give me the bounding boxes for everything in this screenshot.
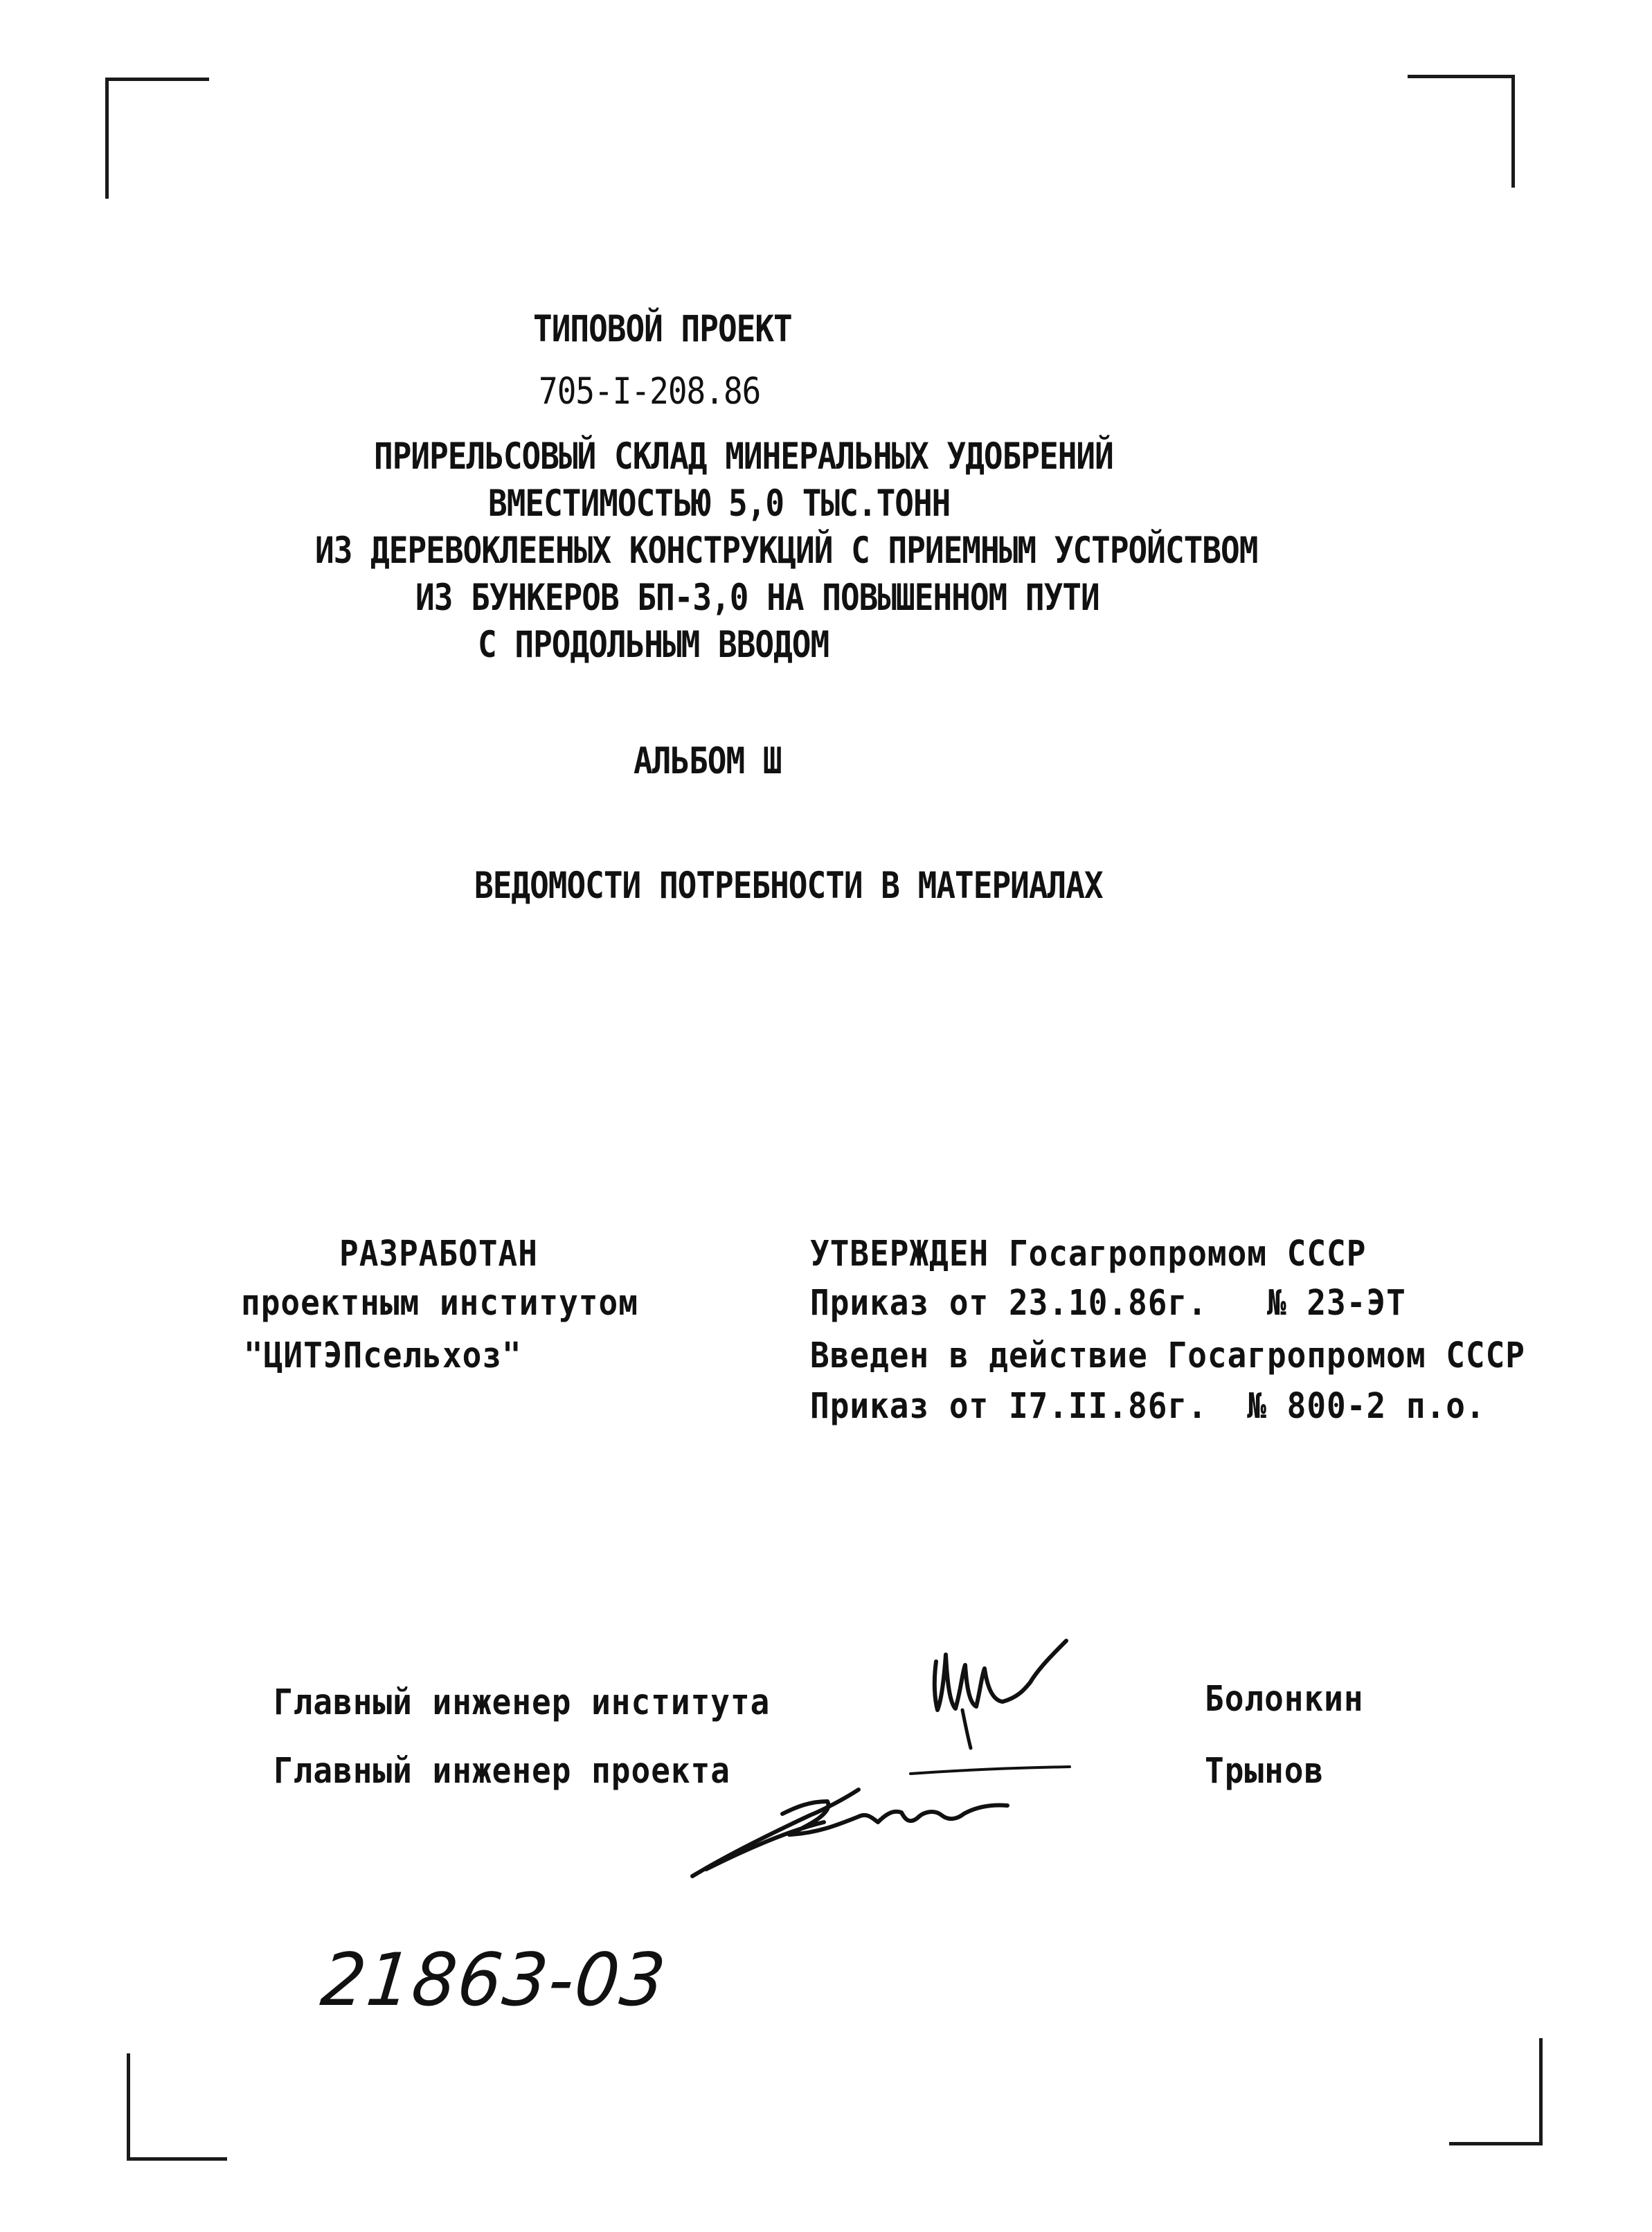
signature-chief-engineer-project xyxy=(685,1758,1073,1880)
signatory-name-1: Болонкин xyxy=(1205,1677,1364,1719)
crop-mark-bottom-right xyxy=(1449,2038,1543,2145)
crop-mark-bottom-left xyxy=(127,2053,227,2161)
approval-line-2: Приказ от 23.10.86г. № 23-ЭТ xyxy=(810,1281,1406,1323)
crop-mark-top-left xyxy=(105,78,209,199)
project-number: 705-I-208.86 xyxy=(539,369,761,413)
approval-line-3: Введен в действие Госагропромом СССР xyxy=(810,1334,1525,1376)
crop-mark-top-right xyxy=(1408,75,1515,188)
approval-line-1: УТВЕРЖДЕН Госагропромом СССР xyxy=(810,1232,1367,1274)
signatory-role-2: Главный инженер проекта xyxy=(273,1749,730,1791)
project-name-line-5: С ПРОДОЛЬНЫМ ВВОДОМ xyxy=(478,622,829,666)
signatory-role-1: Главный инженер института xyxy=(273,1681,771,1722)
project-name-line-1: ПРИРЕЛЬСОВЫЙ СКЛАД МИНЕРАЛЬНЫХ УДОБРЕНИЙ xyxy=(374,434,1113,478)
developed-heading: РАЗРАБОТАН xyxy=(339,1232,538,1274)
album-title: АЛЬБОМ Ш xyxy=(634,739,782,782)
developed-institute-name: "ЦИТЭПсельхоз" xyxy=(244,1334,522,1376)
developed-institute-line: проектным институтом xyxy=(241,1281,638,1323)
handwritten-inventory-number: 21863-03 xyxy=(317,1937,671,2023)
project-name-line-3: ИЗ ДЕРЕВОКЛЕЕНЫХ КОНСТРУКЦИЙ С ПРИЕМНЫМ УСТРОЙСТВОМ xyxy=(315,528,1258,572)
signatory-name-2: Трынов xyxy=(1205,1749,1325,1791)
album-subject: ВЕДОМОСТИ ПОТРЕБНОСТИ В МАТЕРИАЛАХ xyxy=(474,863,1103,907)
project-name-line-4: ИЗ БУНКЕРОВ БП-3,0 НА ПОВЫШЕННОМ ПУТИ xyxy=(415,575,1099,619)
signature-chief-engineer-institute xyxy=(921,1634,1129,1755)
approval-line-4: Приказ от I7.II.86г. № 800-2 п.о. xyxy=(810,1385,1486,1426)
project-name-line-2: ВМЕСТИМОСТЬЮ 5,0 ТЫС.ТОНН xyxy=(488,481,951,525)
project-type: ТИПОВОЙ ПРОЕКТ xyxy=(533,307,792,350)
